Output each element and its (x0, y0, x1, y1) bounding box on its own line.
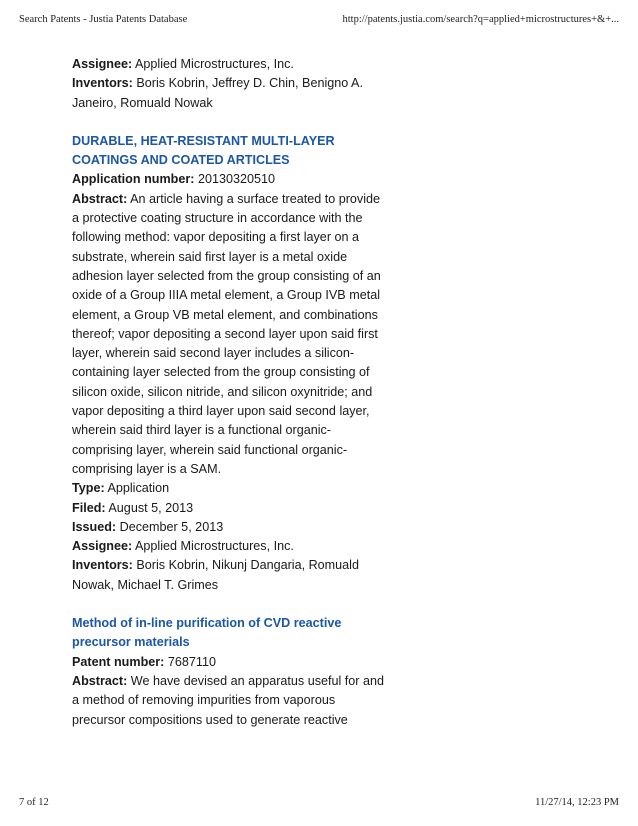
abstract-value: An article having a surface treated to provide a protective coating structure in accordance with the following method: vapor depositing a first layer on a substrate, wherein said first layer is a metal oxide adhesion layer selected from the group consisting of an oxide of a Group IIIA metal element, a Group IVB metal element, a Group VB metal element, and combinations thereof; vapor depositing a second layer upon said first layer, wherein said second layer includes a silicon-containing layer selected from the group consisting of silicon oxide, silicon nitride, and silicon oxynitride; and vapor depositing a third layer upon said second layer, wherein said third layer is a functional organic-comprising layer, wherein said functional organic-comprising layer is a SAM. (72, 191, 381, 476)
result-title-link[interactable]: DURABLE, HEAT-RESISTANT MULTI-LAYER COATINGS AND COATED ARTICLES (72, 133, 335, 168)
patent-number-line (72, 653, 390, 672)
print-header (19, 14, 619, 28)
application-number-label: Application number: (72, 172, 195, 187)
page-counter: 7 of 12 (19, 797, 49, 808)
inventors-label: Inventors: (72, 558, 133, 573)
type-label: Type: (72, 481, 105, 496)
assignee-line (72, 537, 390, 556)
page-tab-title: Search Patents - Justia Patents Database (19, 14, 188, 25)
inventors-value: Boris Kobrin, Jeffrey D. Chin, Benigno A. Janeiro, Romuald Nowak (72, 76, 363, 110)
filed-label: Filed: (72, 500, 106, 515)
inventors-label: Inventors: (72, 76, 133, 91)
filed-line (72, 499, 390, 518)
issued-line (72, 518, 390, 537)
page-url: http://patents.justia.com/search?q=applied+microstructures+&+... (342, 14, 619, 25)
assignee-label: Assignee: (72, 539, 133, 554)
assignee-value: Applied Microstructures, Inc. (135, 57, 294, 71)
result-entry (72, 132, 390, 595)
assignee-label: Assignee: (72, 57, 133, 71)
type-line (72, 479, 390, 498)
application-number-line (72, 170, 390, 189)
abstract-label: Abstract: (72, 191, 128, 206)
abstract-label: Abstract: (72, 673, 128, 688)
patent-number-label: Patent number: (72, 654, 165, 669)
type-value: Application (107, 481, 170, 496)
assignee-line (72, 55, 390, 74)
inventors-line (72, 556, 390, 595)
issued-label: Issued: (72, 519, 117, 534)
filed-value: August 5, 2013 (108, 500, 194, 515)
result-title-link[interactable]: Method of in-line purification of CVD reactive precursor materials (72, 616, 342, 650)
abstract-line (72, 672, 390, 730)
inventors-value: Boris Kobrin, Nikunj Dangaria, Romuald Nowak, Michael T. Grimes (72, 558, 359, 592)
search-results (72, 55, 390, 730)
application-number-value: 20130320510 (197, 172, 275, 187)
inventors-line (72, 74, 390, 113)
patent-number-value: 7687110 (167, 654, 216, 669)
print-timestamp: 11/27/14, 12:23 PM (535, 797, 619, 808)
print-footer (19, 797, 619, 811)
issued-value: December 5, 2013 (119, 519, 224, 534)
result-entry (72, 614, 390, 730)
abstract-line (72, 190, 390, 479)
abstract-value: We have devised an apparatus useful for and a method of removing impurities from vaporous precursor compositions used to generate reactive (72, 673, 385, 727)
assignee-value: Applied Microstructures, Inc. (135, 539, 294, 554)
result-entry (72, 55, 390, 113)
